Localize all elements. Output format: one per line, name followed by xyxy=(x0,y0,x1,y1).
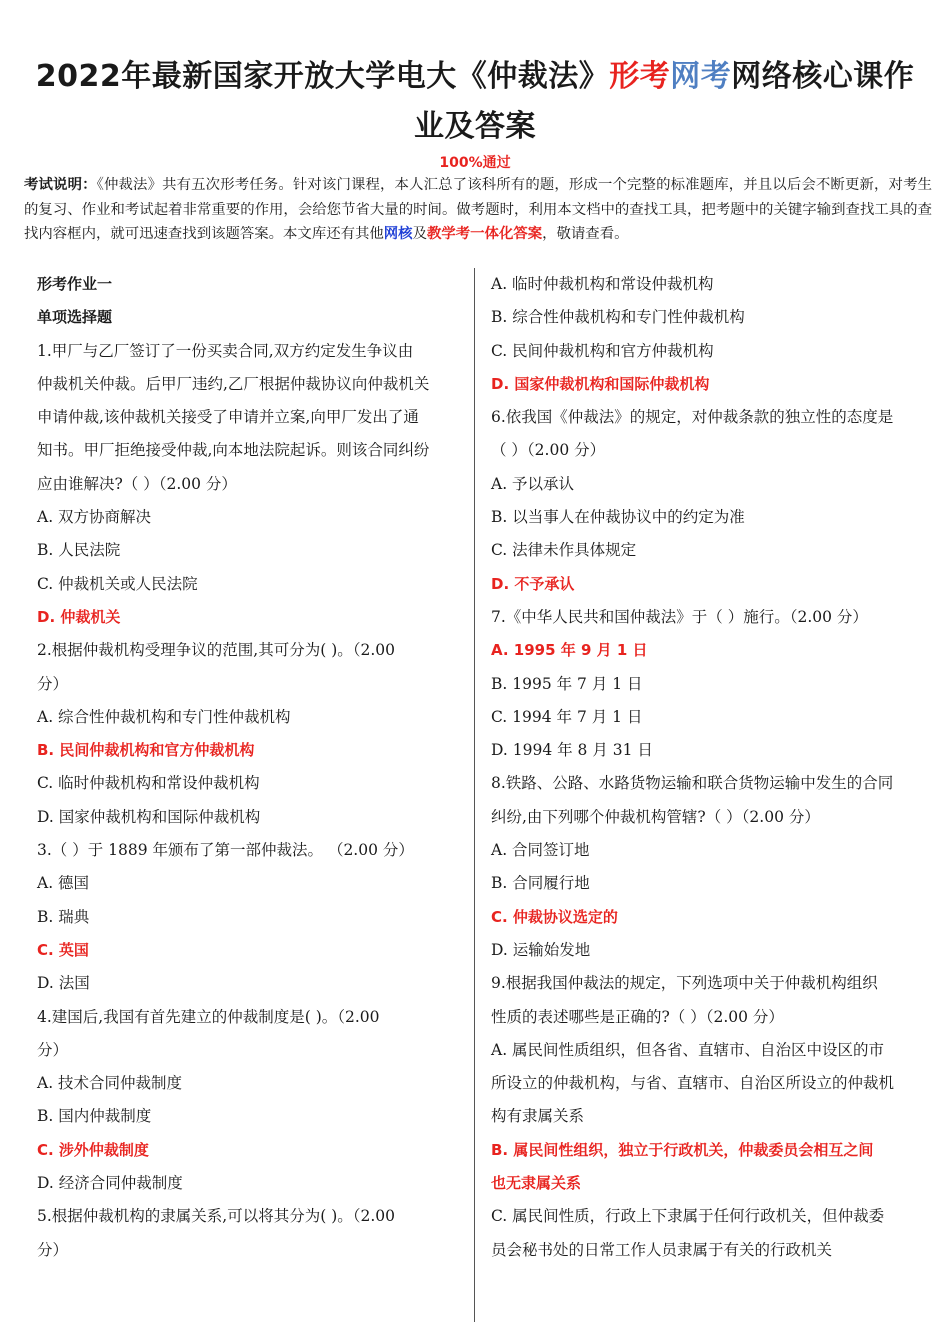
question-9-option-a xyxy=(491,1034,923,1134)
exam-notes-end: ，敬请查看。 xyxy=(542,226,629,242)
question-stem-line: 申请仲裁,该仲裁机关接受了申请并立案,向甲厂发出了通 xyxy=(37,408,419,427)
question-stem-line: 2.根据仲裁机构受理争议的范围,其可分为( )。（2.00 xyxy=(37,641,395,660)
question-4 xyxy=(37,1001,461,1201)
title-text-tail: 网络核心课作 xyxy=(731,59,915,94)
question-8 xyxy=(491,767,923,967)
right-column xyxy=(491,268,923,1267)
exam-notes-label: 考试说明： xyxy=(24,177,97,193)
question-1 xyxy=(37,335,461,635)
answer-option: C. 1994 年 7 月 1 日 xyxy=(491,707,643,726)
section-heading: 形考作业一 xyxy=(37,275,113,293)
exam-notes xyxy=(24,173,932,247)
question-2 xyxy=(37,634,461,834)
answer-option: A. 临时仲裁机构和常设仲裁机构 xyxy=(491,275,714,293)
column-divider xyxy=(474,268,475,1322)
correct-answer-option: D. 国家仲裁机构和国际仲裁机构 xyxy=(491,374,710,393)
title-highlight-wangkao: 网考 xyxy=(670,59,732,94)
answer-option: B. 综合性仲裁机构和专门性仲裁机构 xyxy=(491,308,745,327)
question-stem-line: 1.甲厂与乙厂签订了一份买卖合同,双方约定发生争议由 xyxy=(37,341,414,360)
correct-answer-option: D. 仲裁机关 xyxy=(37,607,121,626)
answer-option: C. 仲裁机关或人民法院 xyxy=(37,574,198,593)
question-9 xyxy=(491,967,923,1034)
question-stem-line: 应由谁解决?（ ）（2.00 分） xyxy=(37,474,237,493)
answer-option: B. 1995 年 7 月 1 日 xyxy=(491,674,643,693)
answer-option: A. 综合性仲裁机构和专门性仲裁机构 xyxy=(37,707,291,726)
question-stem-line: （ ）（2.00 分） xyxy=(491,441,606,460)
question-stem-line: 7.《中华人民共和国仲裁法》于（ ）施行。（2.00 分） xyxy=(491,607,868,626)
question-9-option-c xyxy=(491,1200,923,1267)
answer-option: D. 运输始发地 xyxy=(491,940,591,959)
left-column xyxy=(37,268,461,1267)
title-highlight-xingkao: 形考 xyxy=(609,59,671,94)
answer-option: A. 双方协商解决 xyxy=(37,508,152,527)
answer-option: C. 民间仲裁机构和官方仲裁机构 xyxy=(491,341,714,360)
exam-notes-text: 《仲裁法》共有五次形考任务。针对该门课程，本人汇总了该科所有的题，形成一个完整的标准题库，并且以后会不断更新，对考生的复习、作业和考试起着非常重要的作用，会给您节省大量的时间。做考题时，利用本文档中的查找工具，把考题中的关键字输到查找工具的查找内容框内，就可迅速查找到该题答案。本文库还有其他 xyxy=(24,177,932,242)
correct-answer-line: 也无隶属关系 xyxy=(491,1174,582,1193)
question-stem-line: 分） xyxy=(37,674,69,693)
answer-option: A. 技术合同仲裁制度 xyxy=(37,1074,183,1093)
answer-option-line: C. 属民间性质，行政上下隶属于任何行政机关，但仲裁委 xyxy=(491,1207,885,1226)
question-stem-line: 分） xyxy=(37,1240,69,1259)
question-stem-line: 纠纷,由下列哪个仲裁机构管辖?（ ）（2.00 分） xyxy=(491,807,820,826)
question-stem-line: 4.建国后,我国有首先建立的仲裁制度是( )。（2.00 xyxy=(37,1007,380,1026)
question-stem-line: 8.铁路、公路、水路货物运输和联合货物运输中发生的合同 xyxy=(491,774,894,793)
answer-option: A. 合同签订地 xyxy=(491,841,590,860)
question-stem-line: 3.（ ）于 1889 年颁布了第一部仲裁法。 （2.00 分） xyxy=(37,841,414,860)
answer-option: B. 以当事人在仲裁协议中的约定为准 xyxy=(491,508,745,527)
question-stem-line: 5.根据仲裁机构的隶属关系,可以将其分为( )。（2.00 xyxy=(37,1207,395,1226)
correct-answer-option: C. 仲裁协议选定的 xyxy=(491,907,618,926)
answer-option: B. 人民法院 xyxy=(37,541,121,560)
answer-option: A. 予以承认 xyxy=(491,474,575,493)
question-6 xyxy=(491,401,923,601)
answer-option: C. 法律未作具体规定 xyxy=(491,541,637,560)
answer-option: B. 合同履行地 xyxy=(491,874,590,893)
question-stem-line: 9.根据我国仲裁法的规定，下列选项中关于仲裁机构组织 xyxy=(491,974,878,993)
question-stem-line: 仲裁机关仲裁。后甲厂违约,乙厂根据仲裁协议向仲裁机关 xyxy=(37,374,430,393)
correct-answer-option: C. 英国 xyxy=(37,940,89,959)
answer-option: B. 国内仲裁制度 xyxy=(37,1107,152,1126)
answer-option-line: 构有隶属关系 xyxy=(491,1107,585,1126)
question-stem-line: 性质的表述哪些是正确的?（ ）（2.00 分） xyxy=(491,1007,784,1026)
answer-option: C. 临时仲裁机构和常设仲裁机构 xyxy=(37,774,260,793)
answer-option: A. 德国 xyxy=(37,874,90,893)
correct-answer-line: B. 属民间性组织，独立于行政机关，仲裁委员会相互之间 xyxy=(491,1140,874,1159)
correct-answer-option: C. 涉外仲裁制度 xyxy=(37,1140,149,1159)
answer-option-line: 员会秘书处的日常工作人员隶属于有关的行政机关 xyxy=(491,1240,833,1259)
answer-option: D. 经济合同仲裁制度 xyxy=(37,1174,183,1193)
question-stem-line: 6.依我国《仲裁法》的规定，对仲裁条款的独立性的态度是 xyxy=(491,408,894,427)
answer-option: D. 法国 xyxy=(37,974,90,993)
question-7 xyxy=(491,601,923,767)
correct-answer-option: A. 1995 年 9 月 1 日 xyxy=(491,641,648,660)
question-stem-line: 知书。甲厂拒绝接受仲裁,向本地法院起诉。则该合同纠纷 xyxy=(37,441,430,460)
answer-option: B. 瑞典 xyxy=(37,907,90,926)
answer-option: D. 1994 年 8 月 31 日 xyxy=(491,741,653,760)
question-5-stem xyxy=(37,1200,461,1267)
pass-label: 100%通过 xyxy=(439,155,511,171)
wanghe-link[interactable]: 网核 xyxy=(383,226,413,242)
integrated-answers-link[interactable]: 教学考一体化答案 xyxy=(426,226,543,242)
question-stem-line: 分） xyxy=(37,1040,69,1059)
answer-option: D. 国家仲裁机构和国际仲裁机构 xyxy=(37,807,261,826)
title-line-1 xyxy=(0,52,950,102)
question-5-options xyxy=(491,268,923,401)
title-line-2: 业及答案 xyxy=(414,109,536,144)
exam-notes-conj: 及 xyxy=(412,226,427,242)
correct-answer-option: D. 不予承认 xyxy=(491,574,575,593)
correct-answer-option: B. 民间仲裁机构和官方仲裁机构 xyxy=(37,741,255,760)
subsection-heading: 单项选择题 xyxy=(37,308,113,327)
question-9-option-b xyxy=(491,1134,923,1201)
answer-option-line: 所设立的仲裁机构，与省、直辖市、自治区所设立的仲裁机 xyxy=(491,1074,895,1093)
question-3 xyxy=(37,834,461,1000)
answer-option-line: A. 属民间性质组织，但各省、直辖市、自治区中设区的市 xyxy=(491,1040,885,1059)
document-title xyxy=(0,52,950,152)
title-text: 2022年最新国家开放大学电大《仲裁法》 xyxy=(35,59,610,94)
